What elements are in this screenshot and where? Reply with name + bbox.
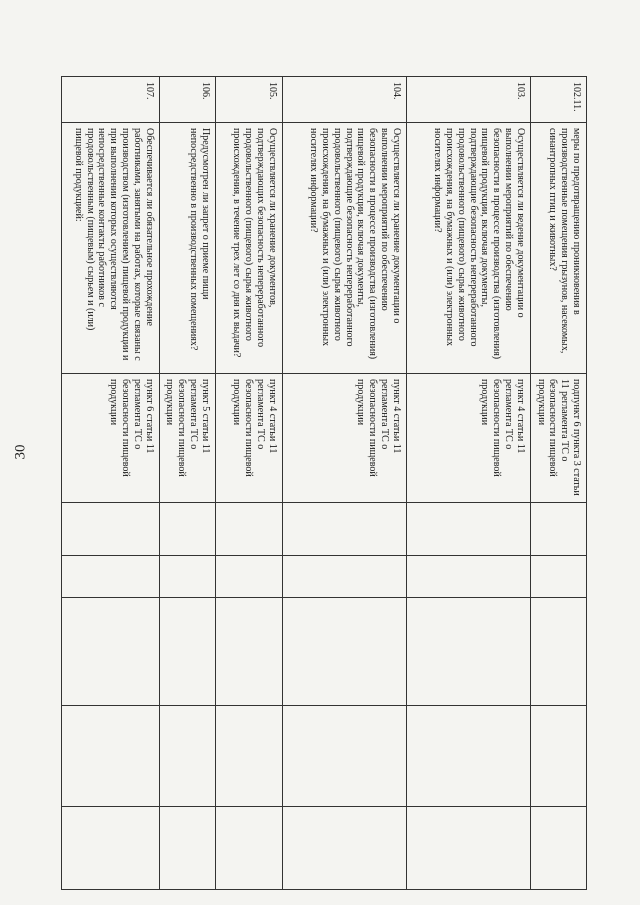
row-number: 102.11. [530,77,586,123]
answer-cell-no [61,556,159,598]
answer-cell-not-applicable [61,598,159,706]
answer-cell-no [159,556,215,598]
table-row [159,77,215,890]
answer-cell-yes [61,503,159,556]
answer-cell-comment [282,706,406,807]
answer-cell-not-applicable [530,598,586,706]
answer-cell-yes [159,503,215,556]
table-row [530,77,586,890]
requirement-question: Обеспечивается ли обязательное прохождение работниками, занятыми на работах, которые связаны с производством (изготовлением) пищевой продукции и при выполнении которых осуществляются непосредственные контакты работников с продовольственным (пищевым) сырьем и (или) пищевой продукцией: [61,123,159,374]
table-row [215,77,282,890]
answer-cell-extra [406,807,530,890]
answer-cell-not-applicable [159,598,215,706]
answer-cell-comment [530,706,586,807]
answer-cell-yes [406,503,530,556]
regulation-reference: пункт 4 статьи 11 регламента ТС о безопасности пищевой продукции [215,374,282,503]
table-row [406,77,530,890]
regulation-reference: пункт 4 статьи 11 регламента ТС о безопасности пищевой продукции [282,374,406,503]
answer-cell-yes [282,503,406,556]
table-row [61,77,159,890]
row-number: 107. [61,77,159,123]
answer-cell-extra [530,807,586,890]
answer-cell-extra [159,807,215,890]
row-number: 104. [282,77,406,123]
regulation-reference: подпункт 6 пункта 3 статьи 11 регламента ТС о безопасности пищевой продукции [530,374,586,503]
answer-cell-no [406,556,530,598]
answer-cell-comment [61,706,159,807]
answer-cell-no [530,556,586,598]
answer-cell-extra [61,807,159,890]
answer-cell-comment [215,706,282,807]
row-number: 106. [159,77,215,123]
regulation-reference: пункт 5 статьи 11 регламента ТС о безопасности пищевой продукции [159,374,215,503]
checklist-table [61,76,587,890]
answer-cell-extra [215,807,282,890]
answer-cell-yes [530,503,586,556]
regulation-reference: пункт 4 статьи 11 регламента ТС о безопасности пищевой продукции [406,374,530,503]
row-number: 103. [406,77,530,123]
requirement-question: меры по предотвращению проникновения в производственные помещения грызунов, насекомых, синантропных птиц и животных? [530,123,586,374]
answer-cell-yes [215,503,282,556]
answer-cell-extra [282,807,406,890]
row-number: 105. [215,77,282,123]
answer-cell-not-applicable [406,598,530,706]
answer-cell-no [215,556,282,598]
requirement-question: Предусмотрен ли запрет о приеме пищи непосредственно в производственных помещениях? [159,123,215,374]
requirement-question: Осуществляется ли хранение документов, подтверждающих безопасность непереработанного продовольственного (пищевого) сырья животного происхождения, в течение трех лет со дня их выдачи? [215,123,282,374]
answer-cell-comment [406,706,530,807]
regulation-reference: пункт 6 статьи 11 регламента ТС о безопасности пищевой продукции [61,374,159,503]
requirement-question: Осуществляется ли ведение документации о выполнении мероприятий по обеспечению безопасности в процессе производства (изготовления) пищевой продукции, включая документы, подтверждающие безопасность непереработанного продовольственного (пищевого) сырья животного происхождения, на бумажных и (или) электронных носителях информации? [406,123,530,374]
page-number: 30 [12,444,29,460]
answer-cell-no [282,556,406,598]
answer-cell-comment [159,706,215,807]
answer-cell-not-applicable [215,598,282,706]
answer-cell-not-applicable [282,598,406,706]
rotated-page-content [65,76,587,889]
requirement-question: Осуществляется ли хранение документации о выполнении мероприятий по обеспечению безопасности в процессе производства (изготовления) пищевой продукции, включая документы, подтверждающие безопасность непереработанного продовольственного (пищевого) сырья животного происхождения, на бумажных и (или) электронных носителях информации? [282,123,406,374]
table-row [282,77,406,890]
